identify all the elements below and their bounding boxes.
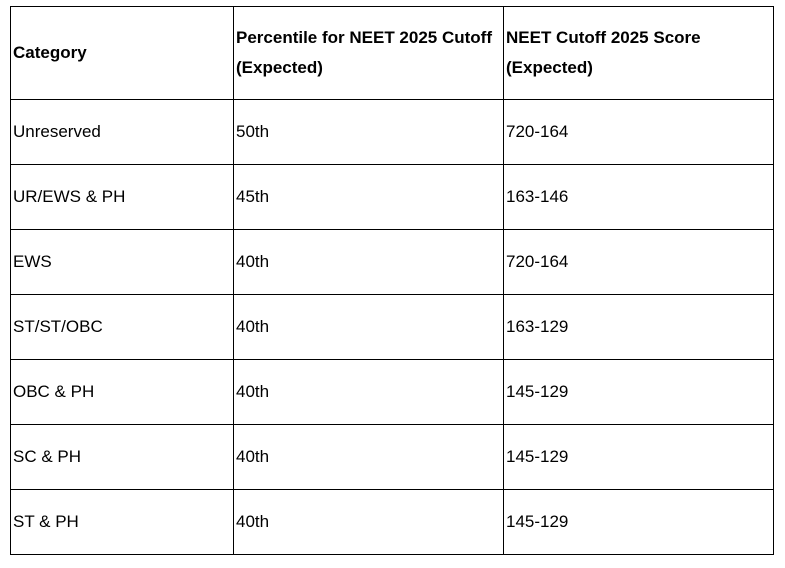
cell-percentile: 50th: [234, 100, 504, 165]
cell-percentile: 40th: [234, 360, 504, 425]
header-percentile: Percentile for NEET 2025 Cutoff (Expected): [234, 7, 504, 100]
table-row: [11, 295, 774, 360]
cell-percentile: 40th: [234, 230, 504, 295]
cell-category: Unreserved: [11, 100, 234, 165]
cell-category: SC & PH: [11, 425, 234, 490]
cell-percentile: 40th: [234, 295, 504, 360]
neet-cutoff-table: [10, 6, 774, 555]
table-row: [11, 165, 774, 230]
cell-category: EWS: [11, 230, 234, 295]
cell-score: 163-129: [504, 295, 774, 360]
cell-percentile: 40th: [234, 425, 504, 490]
cell-category: ST/ST/OBC: [11, 295, 234, 360]
cell-score: 145-129: [504, 360, 774, 425]
cell-score: 145-129: [504, 425, 774, 490]
table-row: [11, 425, 774, 490]
header-category: Category: [11, 7, 234, 100]
cell-percentile: 45th: [234, 165, 504, 230]
cell-category: ST & PH: [11, 490, 234, 555]
cell-score: 145-129: [504, 490, 774, 555]
cell-category: UR/EWS & PH: [11, 165, 234, 230]
header-cutoff-score: NEET Cutoff 2025 Score (Expected): [504, 7, 774, 100]
table-row: [11, 360, 774, 425]
table-row: [11, 100, 774, 165]
table-row: [11, 490, 774, 555]
cell-score: 720-164: [504, 230, 774, 295]
table-header-row: [11, 7, 774, 100]
cell-score: 720-164: [504, 100, 774, 165]
cell-percentile: 40th: [234, 490, 504, 555]
cell-score: 163-146: [504, 165, 774, 230]
cell-category: OBC & PH: [11, 360, 234, 425]
table-row: [11, 230, 774, 295]
